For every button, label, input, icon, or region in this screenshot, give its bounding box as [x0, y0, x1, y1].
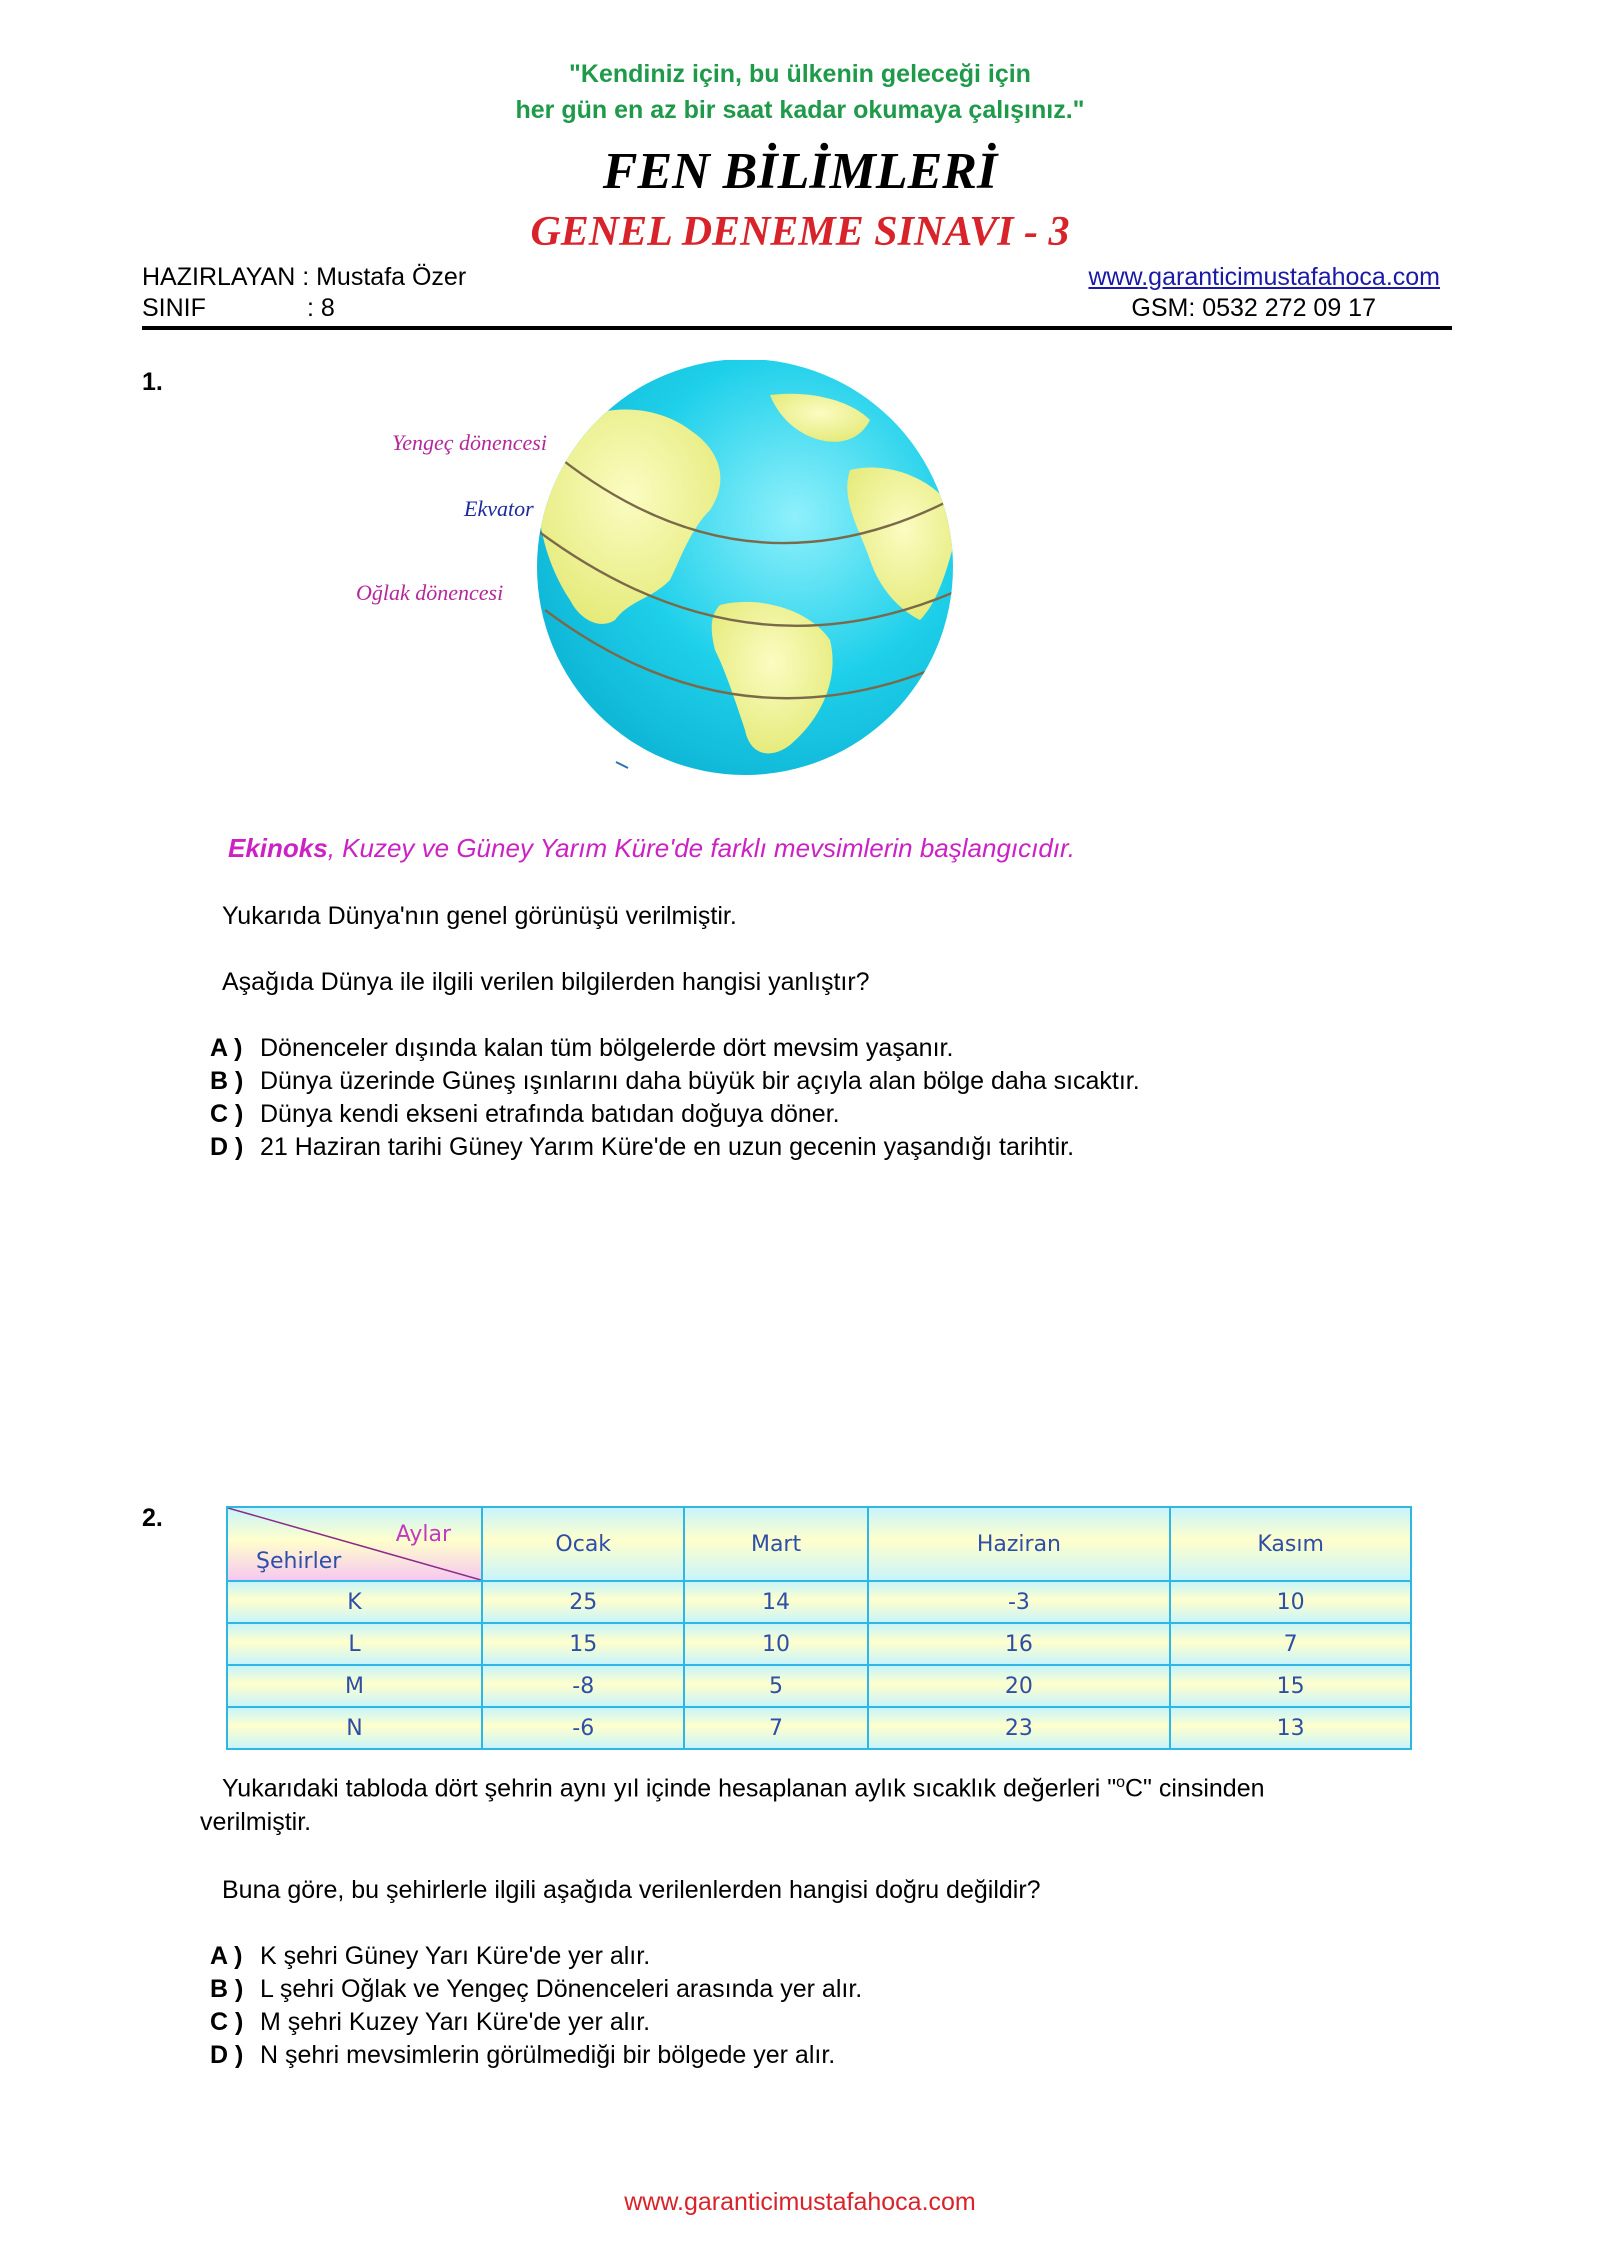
- table-corner-cell: [227, 1507, 482, 1581]
- table-cell: 10: [684, 1623, 867, 1665]
- table-cell: -8: [482, 1665, 684, 1707]
- option-letter: C ): [210, 2008, 244, 2036]
- table-cell: 23: [868, 1707, 1171, 1749]
- question-2-intro: [222, 1774, 1265, 1803]
- corner-cities-label: Şehirler: [256, 1549, 342, 1574]
- quote-line-2: her gün en az bir saat kadar okumaya çalışınız.": [515, 96, 1085, 124]
- table-cell: 13: [1170, 1707, 1411, 1749]
- question-2-option-c[interactable]: [210, 2008, 650, 2037]
- question-2-number: 2.: [142, 1504, 163, 1532]
- question-2-option-a[interactable]: [210, 1942, 650, 1971]
- table-header-row: [227, 1507, 1411, 1581]
- option-letter: C ): [210, 1100, 244, 1128]
- table-row: [227, 1707, 1411, 1749]
- footer-website-link[interactable]: www.garanticimustafahoca.com: [624, 2188, 976, 2216]
- equinox-statement: [228, 833, 1075, 864]
- question-2-option-b[interactable]: [210, 1975, 862, 2004]
- question-2-option-d[interactable]: [210, 2041, 835, 2070]
- question-1-option-a[interactable]: [210, 1034, 953, 1063]
- option-letter: A ): [210, 1942, 243, 1970]
- table-row: [227, 1581, 1411, 1623]
- table-cell: -6: [482, 1707, 684, 1749]
- option-text: Dünya kendi ekseni etrafında batıdan doğuya döner.: [260, 1100, 840, 1128]
- question-2-text: Buna göre, bu şehirlerle ilgili aşağıda verilenlerden hangisi doğru değildir?: [222, 1876, 1041, 1904]
- option-text: K şehri Güney Yarı Küre'de yer alır.: [260, 1942, 651, 1970]
- table-cell: 16: [868, 1623, 1171, 1665]
- table-cell: 7: [684, 1707, 867, 1749]
- degree-superscript: o: [1116, 1774, 1125, 1791]
- axis-bottom: [616, 762, 628, 768]
- globe-illustration: [520, 360, 980, 780]
- table-cell: 25: [482, 1581, 684, 1623]
- page-subtitle: GENEL DENEME SINAVI - 3: [530, 209, 1070, 255]
- question-2-intro-line2: verilmiştir.: [200, 1808, 312, 1836]
- page-title: FEN BİLİMLERİ: [602, 143, 998, 200]
- column-header: Haziran: [868, 1507, 1171, 1581]
- question-1-number: 1.: [142, 368, 163, 396]
- phone-number: GSM: 0532 272 09 17: [1131, 294, 1376, 322]
- column-header: Mart: [684, 1507, 867, 1581]
- tropic-of-capricorn-label: Oğlak dönencesi: [356, 580, 504, 605]
- table-cell: 10: [1170, 1581, 1411, 1623]
- option-text: Dünya üzerinde Güneş ışınlarını daha büyük bir açıyla alan bölge daha sıcaktır.: [260, 1067, 1140, 1095]
- question-2-intro-part1: Yukarıdaki tabloda dört şehrin aynı yıl içinde hesaplanan aylık sıcaklık değerleri ": [222, 1774, 1117, 1803]
- table-cell: 7: [1170, 1623, 1411, 1665]
- question-2-intro-part2: C" cinsinden: [1125, 1774, 1265, 1803]
- option-letter: B ): [210, 1975, 244, 2003]
- row-city-label: M: [227, 1665, 482, 1707]
- table-cell: 20: [868, 1665, 1171, 1707]
- table-row: [227, 1623, 1411, 1665]
- question-1-intro: Yukarıda Dünya'nın genel görünüşü verilmiştir.: [222, 902, 737, 930]
- table-cell: 15: [482, 1623, 684, 1665]
- question-1-option-b[interactable]: [210, 1067, 1140, 1096]
- column-header: Kasım: [1170, 1507, 1411, 1581]
- table-cell: -3: [868, 1581, 1171, 1623]
- question-1-text: Aşağıda Dünya ile ilgili verilen bilgilerden hangisi yanlıştır?: [222, 968, 870, 996]
- temperature-table: [226, 1506, 1412, 1750]
- header-website-link[interactable]: www.garanticimustafahoca.com: [1088, 263, 1440, 291]
- class-label: SINIF: [142, 294, 206, 322]
- row-city-label: L: [227, 1623, 482, 1665]
- quote-line-1: "Kendiniz için, bu ülkenin geleceği için: [569, 60, 1031, 88]
- option-text: L şehri Oğlak ve Yengeç Dönenceleri arasında yer alır.: [260, 1975, 863, 2003]
- row-city-label: N: [227, 1707, 482, 1749]
- option-letter: B ): [210, 1067, 244, 1095]
- author: HAZIRLAYAN : Mustafa Özer: [142, 263, 467, 291]
- table-cell: 14: [684, 1581, 867, 1623]
- option-letter: A ): [210, 1034, 243, 1062]
- equinox-term: Ekinoks: [228, 833, 328, 863]
- question-1-option-c[interactable]: [210, 1100, 840, 1129]
- option-text: Dönenceler dışında kalan tüm bölgelerde dört mevsim yaşanır.: [260, 1034, 954, 1062]
- equator-label: Ekvator: [464, 496, 534, 521]
- option-letter: D ): [210, 2041, 244, 2069]
- column-header: Ocak: [482, 1507, 684, 1581]
- header-divider: [142, 326, 1452, 330]
- row-city-label: K: [227, 1581, 482, 1623]
- class-value: : 8: [307, 294, 335, 322]
- option-letter: D ): [210, 1133, 244, 1161]
- table-cell: 15: [1170, 1665, 1411, 1707]
- table-cell: 5: [684, 1665, 867, 1707]
- table-row: [227, 1665, 1411, 1707]
- corner-months-label: Aylar: [395, 1522, 451, 1547]
- tropic-of-cancer-label: Yengeç dönencesi: [392, 430, 547, 455]
- option-text: N şehri mevsimlerin görülmediği bir bölgede yer alır.: [260, 2041, 836, 2069]
- option-text: 21 Haziran tarihi Güney Yarım Küre'de en uzun gecenin yaşandığı tarihtir.: [260, 1133, 1075, 1161]
- option-text: M şehri Kuzey Yarı Küre'de yer alır.: [260, 2008, 651, 2036]
- equinox-statement-rest: , Kuzey ve Güney Yarım Küre'de farklı mevsimlerin başlangıcıdır.: [327, 833, 1075, 863]
- question-1-option-d[interactable]: [210, 1133, 1074, 1162]
